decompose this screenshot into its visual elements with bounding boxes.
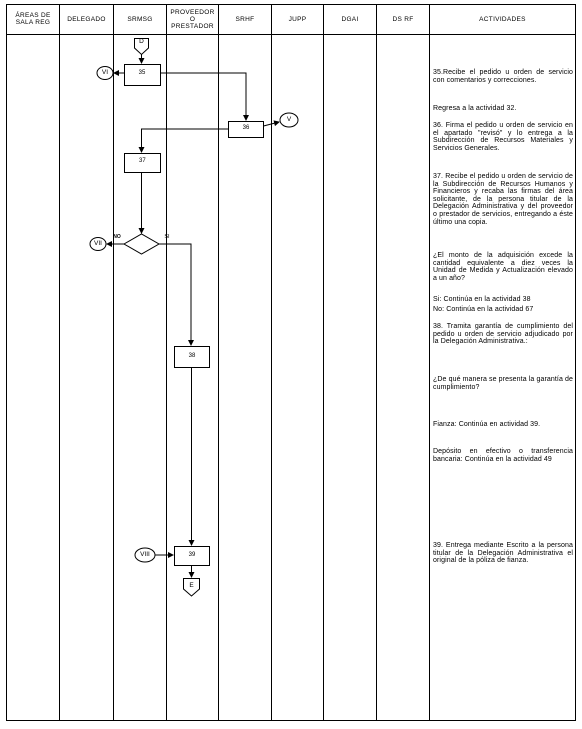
header-jupp: JUPP xyxy=(288,15,307,23)
header-proveedor: PROVEEDOR O PRESTADOR xyxy=(170,8,215,30)
header-srmsg: SRMSG xyxy=(127,15,153,23)
activity-38: 38. Tramita garantía de cumplimiento del pedido u orden de servicio adjudicado por la Delegación Administrativa.: xyxy=(433,323,573,346)
decision-si-label: SI xyxy=(164,234,170,240)
flow-si-38 xyxy=(159,244,191,345)
box-39-label: 39 xyxy=(188,552,196,558)
header-dgai: DGAI xyxy=(341,15,359,23)
box-37-label: 37 xyxy=(139,158,146,164)
branch-si-38: Si: Continúa en la actividad 38 xyxy=(433,296,531,303)
decision-monto xyxy=(124,234,159,254)
branch-fianza: Fianza: Continúa en actividad 39. xyxy=(433,421,541,428)
decision-no-label: NO xyxy=(113,234,121,240)
header-areas: ÁREAS DE SALA REG xyxy=(15,12,51,26)
connector-vii-label: VII xyxy=(94,240,102,247)
connector-vi-label: VI xyxy=(101,69,109,76)
activity-36: 36. Firma el pedido u orden de servicio en el apartado "revisó" y lo entrega a la Subdirección de Recursos Materiales y Servicios Generales. xyxy=(433,122,573,152)
header-actividades: ACTIVIDADES xyxy=(479,15,526,23)
branch-deposito: Depósito en efectivo o transferencia bancaria: Continúa en la actividad 49 xyxy=(433,448,573,463)
flow-36-37 xyxy=(142,129,229,152)
question-monto: ¿El monto de la adquisición excede la cantidad equivalente a diez veces la Unidad de Medida y Actualización elevado a un año? xyxy=(433,252,573,282)
header-dsrf: DS RF xyxy=(392,15,414,23)
box-38-label: 38 xyxy=(188,353,196,359)
start-connector-label: D xyxy=(139,38,144,45)
connector-v-label: V xyxy=(286,116,292,123)
header-delegado: DELEGADO xyxy=(67,15,106,23)
column-dividers xyxy=(60,5,430,721)
branch-no-67: No: Continúa en la actividad 67 xyxy=(433,306,534,313)
question-garantia: ¿De qué manera se presenta la garantía de cumplimiento? xyxy=(433,376,573,391)
flow-35-36 xyxy=(161,73,247,120)
activity-regresa: Regresa a la actividad 32. xyxy=(433,105,517,112)
activity-37: 37. Recibe el pedido u orden de servicio de la Subdirección de Recursos Humanos y Financieros y recaba las firmas del área solicitante, de la persona titular de la Delegación Administrativa y del proveedor o prestador de servicios, entregando a éste último una copia. xyxy=(433,173,573,226)
box-35-label: 35 xyxy=(138,70,146,76)
header-srhf: SRHF xyxy=(235,15,255,23)
activity-39: 39. Entrega mediante Escrito a la persona titular de la Delegación Administrativa el original de la póliza de fianza. xyxy=(433,542,573,565)
connector-viii-label: VIII xyxy=(140,551,150,558)
end-connector-label: E xyxy=(189,582,194,589)
activity-35: 35.Recibe el pedido u orden de servicio con comentarios y correcciones. xyxy=(433,69,573,84)
box-36-label: 36 xyxy=(242,125,250,131)
